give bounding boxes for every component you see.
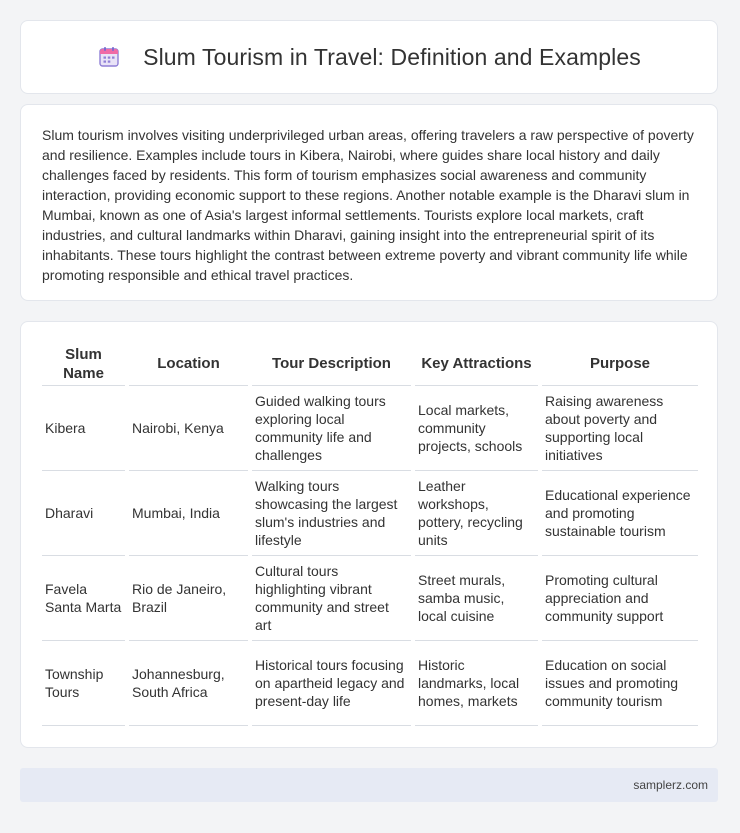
footer-brand: samplerz.com [633, 778, 708, 792]
table-cell: Kibera [42, 386, 125, 471]
table-cell: Raising awareness about poverty and supporting local initiatives [542, 386, 698, 471]
column-header: Tour Description [252, 342, 411, 386]
page-title: Slum Tourism in Travel: Definition and Examples [143, 43, 641, 70]
table-cell: Walking tours showcasing the largest slum's industries and lifestyle [252, 471, 411, 556]
table-cell: Promoting cultural appreciation and community support [542, 556, 698, 641]
column-header: Purpose [542, 342, 698, 386]
table-cell: Favela Santa Marta [42, 556, 125, 641]
table-cell: Guided walking tours exploring local community life and challenges [252, 386, 411, 471]
title-card [20, 20, 718, 94]
table-row [42, 641, 698, 726]
column-header: Location [129, 342, 248, 386]
table-row [42, 471, 698, 556]
table-cell: Cultural tours highlighting vibrant community and street art [252, 556, 411, 641]
table-cell: Historical tours focusing on apartheid legacy and present-day life [252, 641, 411, 726]
table-header-row [42, 342, 698, 386]
table-row [42, 556, 698, 641]
slum-tourism-table [38, 342, 702, 726]
column-header: Slum Name [42, 342, 125, 386]
table-cell: Local markets, community projects, schools [415, 386, 538, 471]
footer-bar [20, 768, 718, 802]
table-cell: Mumbai, India [129, 471, 248, 556]
table-cell: Leather workshops, pottery, recycling units [415, 471, 538, 556]
intro-paragraph: Slum tourism involves visiting underprivileged urban areas, offering travelers a raw perspective of poverty and resilience. Examples include tours in Kibera, Nairobi, where guides share local history and daily challenges faced by residents. This form of tourism emphasizes social awareness and community interaction, providing economic support to these regions. Another notable example is the Dharavi slum in Mumbai, known as one of Asia's largest informal settlements. Tourists explore local markets, craft industries, and cultural landmarks within Dharavi, gaining insight into the entrepreneurial spirit of its inhabitants. These tours highlight the contrast between extreme poverty and vibrant community life while promoting responsible and ethical travel practices. [42, 127, 694, 283]
table-cell: Rio de Janeiro, Brazil [129, 556, 248, 641]
calendar-icon [97, 45, 121, 69]
table-cell: Nairobi, Kenya [129, 386, 248, 471]
table-cell: Educational experience and promoting sustainable tourism [542, 471, 698, 556]
table-cell: Dharavi [42, 471, 125, 556]
column-header: Key Attractions [415, 342, 538, 386]
table-cell: Historic landmarks, local homes, markets [415, 641, 538, 726]
table-cell: Street murals, samba music, local cuisine [415, 556, 538, 641]
table-cell: Township Tours [42, 641, 125, 726]
table-card [20, 321, 718, 748]
table-cell: Education on social issues and promoting community tourism [542, 641, 698, 726]
table-row [42, 386, 698, 471]
intro-card [20, 104, 718, 301]
table-cell: Johannesburg, South Africa [129, 641, 248, 726]
